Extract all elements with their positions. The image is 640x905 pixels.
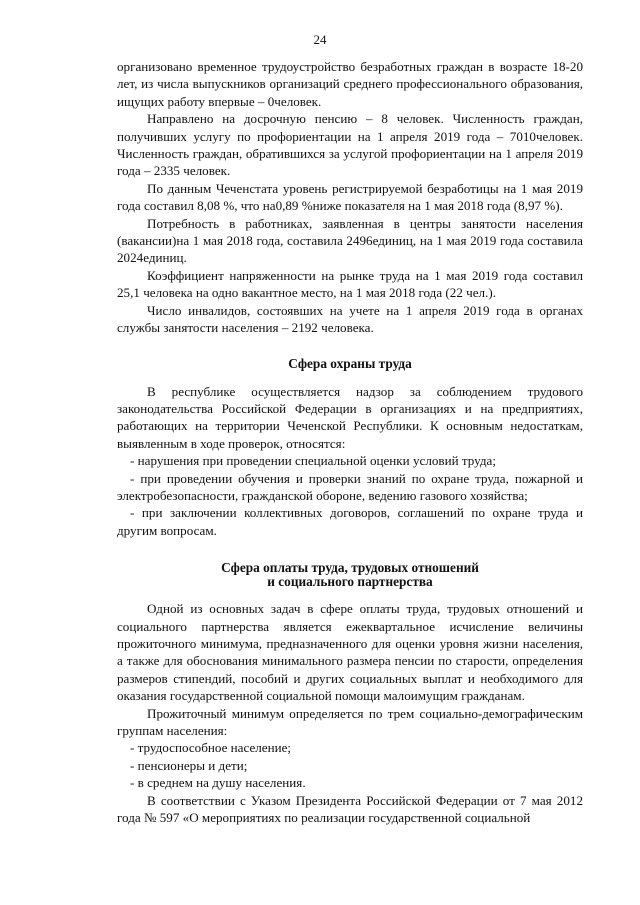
paragraph: Потребность в работниках, заявленная в центры занятости населения (вакансии)на 1 мая 2018 года, составила 2496единиц, на 1 мая 2019 года составила 2024единиц. (117, 215, 583, 266)
paragraph: Коэффициент напряженности на рынке труда на 1 мая 2019 года составил 25,1 человека на одно вакантное место, на 1 мая 2018 года (22 чел.). (117, 267, 583, 301)
paragraph: Направлено на досрочную пенсию – 8 человек. Численность граждан, получивших услугу по профориентации на 1 апреля 2019 года – 7010человек. Численность граждан, обратившихся за услугой профориентации на 1 апреля 2019 года – 2335 человек. (117, 111, 583, 179)
list-item: - нарушения при проведении специальной оценки условий труда; (130, 453, 496, 469)
list-item: - при проведении обучения и проверки знаний по охране труда, пожарной и электробезопасности, гражданской обороне, ведению газового хозяйства; (117, 470, 583, 503)
paragraph: В соответствии с Указом Президента Российской Федерации от 7 мая 2012 года № 597 «О мероприятиях по реализации государственной социальной (117, 792, 583, 826)
section-heading-labor-safety: Сфера охраны труда (288, 355, 412, 371)
paragraph: В республике осуществляется надзор за соблюдением трудового законодательства Российской Федерации в организациях и на предприятиях, работающих на территории Чеченской Республики. К основным недостаткам, выявленным в ходе проверок, относятся: (117, 383, 583, 451)
paragraph: Одной из основных задач в сфере оплаты труда, трудовых отношений и социального партнерства является ежеквартальное исчисление величины прожиточного минимума, предназначенного для оценки уровня жизни населения, а также для обоснования минимального размера пенсии по старости, определения размеров стипендий, пособий и других социальных выплат и необходимого для оказания государственной социальной помощи малоимущим гражданам. (117, 601, 583, 704)
list-item: - пенсионеры и дети; (130, 757, 248, 773)
list-item: - при заключении коллективных договоров, соглашений по охране труда и другим вопросам. (117, 505, 583, 538)
page-number: 24 (313, 32, 327, 47)
paragraph: По данным Чеченстата уровень регистрируемой безработицы на 1 мая 2019 года составил 8,08 %, что на0,89 %ниже показателя на 1 мая 2018 года (8,97 %). (117, 180, 583, 214)
section-heading-line: и социального партнерства (267, 574, 433, 590)
section-heading-wages (117, 561, 583, 589)
paragraph: организовано временное трудоустройство безработных граждан в возрасте 18-20 лет, из числа выпускников организаций среднего профессионального образования, ищущих работу впервые – 0человек. (117, 59, 583, 109)
paragraph: Число инвалидов, состоявших на учете на 1 апреля 2019 года в органах службы занятости населения – 2192 человека. (117, 302, 583, 336)
paragraph: Прожиточный минимум определяется по трем социально-демографическим группам населения: (117, 705, 583, 738)
section-heading-line: Сфера оплаты труда, трудовых отношений (221, 560, 479, 576)
document-body (117, 58, 583, 826)
list-item: - трудоспособное население; (130, 740, 292, 756)
list-item: - в среднем на душу населения. (130, 775, 306, 791)
